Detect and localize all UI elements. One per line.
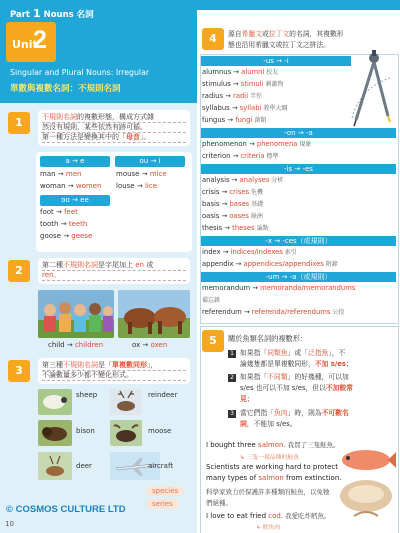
tag-series: series bbox=[146, 499, 179, 509]
page-number: 10 bbox=[5, 520, 14, 528]
unit-badge: Unit 2 bbox=[6, 22, 56, 62]
row-radius: radius → radii 半徑 bbox=[202, 92, 263, 100]
row-referendum: referendum → referenda/referendums 公投 bbox=[202, 308, 345, 316]
oxen-photo bbox=[118, 290, 190, 338]
rule-ou-i: ou → i bbox=[115, 156, 185, 167]
point3-line2: 詞，不能加 s/es。 bbox=[240, 420, 297, 428]
unit-header bbox=[0, 0, 197, 103]
caption-children: child → children bbox=[48, 341, 104, 349]
part-label: Part 1 Nouns 名詞 bbox=[10, 7, 94, 20]
example-2-zh1: 科學家致力於保護許多種類的鮭魚，以免牠 bbox=[206, 488, 330, 496]
section-number-4: 4 bbox=[202, 28, 224, 50]
group-is-es-header: -is → -es bbox=[201, 164, 396, 174]
word-goose: goose → geese bbox=[40, 232, 93, 240]
example-2-zh2: 們絕種。 bbox=[206, 499, 232, 507]
fish-illustration bbox=[336, 436, 396, 528]
point1-line2: 論幾隻都是單複數同形，不加 s/es； bbox=[240, 360, 353, 368]
point1-line1: 如果指「同類魚」或「泛指魚」，不 bbox=[240, 349, 346, 357]
group-um-a-header: -um → -a（或規則） bbox=[201, 272, 396, 282]
title-english: Singular and Plural Nouns: Irregular bbox=[10, 68, 150, 77]
row-appendix: appendix → appendices/appendixes 附錄 bbox=[202, 260, 338, 268]
row-alumnus: alumnus → alumni 校友 bbox=[202, 68, 279, 76]
label-sheep: sheep bbox=[76, 391, 98, 399]
group-on-a-header: -on → -a bbox=[201, 128, 396, 138]
section-number-2: 2 bbox=[8, 260, 30, 282]
word-tooth: tooth → teeth bbox=[40, 220, 88, 228]
rule-a-e: a → e bbox=[40, 156, 110, 167]
section4-line2: 態也沿用希臘文或拉丁文之拼法。 bbox=[228, 41, 330, 49]
row-basis: basis → bases 基礎 bbox=[202, 200, 264, 208]
section-number-3: 3 bbox=[8, 360, 30, 382]
row-memorandum-zh: 備忘錄 bbox=[202, 297, 221, 304]
deer-photo bbox=[38, 452, 72, 480]
title-chinese: 單數與複數名詞：不規則名詞 bbox=[10, 84, 121, 94]
label-bison: bison bbox=[76, 427, 95, 435]
row-crisis: crisis → crises 危機 bbox=[202, 188, 264, 196]
rule-oo-ee: oo → ee bbox=[40, 195, 110, 206]
section1-intro: 不規則名詞的複數形態，構成方式雜 然沒有規則，某些依然有跡可循。 第一種方法是變換其中的「母音」。 bbox=[38, 110, 190, 146]
label-deer: deer bbox=[76, 462, 92, 470]
section-number-5: 5 bbox=[202, 330, 224, 352]
point2-line1: 如果指「不同類」的好幾種，可以加 bbox=[240, 373, 349, 381]
note-1: ↳ 三隻一樣品種的鮭魚 bbox=[240, 455, 299, 461]
point-2-badge: 2 bbox=[228, 374, 236, 382]
section4-line1: 源自希臘文或拉丁文的名詞，其複數形 bbox=[228, 30, 344, 38]
row-analysis: analysis → analyses 分析 bbox=[202, 176, 284, 184]
label-reindeer: reindeer bbox=[148, 391, 178, 399]
children-photo bbox=[38, 290, 114, 338]
row-oasis: oasis → oases 綠洲 bbox=[202, 212, 263, 220]
point2-line2: s/es 也可以不加 s/es，但以不加較常 bbox=[240, 384, 353, 392]
point2-line3: 見； bbox=[240, 395, 254, 403]
row-memorandum: memorandum → memoranda/memorandums bbox=[202, 284, 356, 292]
example-3: I love to eat fried cod. 我愛吃炸鱈魚。 bbox=[206, 512, 331, 520]
sheep-photo bbox=[38, 389, 72, 415]
section-number-1: 1 bbox=[8, 112, 30, 134]
tag-species: species bbox=[146, 486, 184, 496]
example-2-line2: many types of salmon from extinction. bbox=[206, 474, 342, 482]
label-aircraft: aircraft bbox=[148, 462, 174, 470]
word-louse: louse → lice bbox=[116, 182, 157, 190]
example-2-line1: Scientists are working hard to protect bbox=[206, 463, 338, 471]
word-woman: woman → women bbox=[40, 182, 102, 190]
copyright: © COSMOS CULTURE LTD bbox=[6, 504, 126, 515]
example-1: I bought three salmon. 我買了三隻鮭魚。 bbox=[206, 441, 340, 449]
point3-line1: 當它們指「魚肉」時，則為不可數名 bbox=[240, 409, 349, 417]
group-x-ces-header: -x → -ces（或規則） bbox=[201, 236, 396, 246]
compass-illustration bbox=[340, 48, 396, 128]
word-man: man → men bbox=[40, 170, 82, 178]
word-mouse: mouse → mice bbox=[116, 170, 167, 178]
row-fungus: fungus → fungi 菌類 bbox=[202, 116, 267, 124]
row-index: index → indices/indexes 索引 bbox=[202, 248, 297, 256]
row-syllabus: syllabus → syllabi 教學大綱 bbox=[202, 104, 288, 112]
label-moose: moose bbox=[148, 427, 172, 435]
row-criterion: criterion → criteria 標準 bbox=[202, 152, 279, 160]
section5-title: 關於魚類名詞的複數形： bbox=[228, 334, 308, 343]
group-us-i-header: -us → -i bbox=[201, 56, 351, 66]
point-1-badge: 1 bbox=[228, 350, 236, 358]
reindeer-photo bbox=[110, 389, 142, 415]
bison-photo bbox=[38, 420, 72, 446]
word-foot: foot → feet bbox=[40, 208, 78, 216]
right-top-bar bbox=[197, 0, 400, 10]
moose-photo bbox=[110, 420, 142, 446]
row-phenomenon: phenomenon → phenomena 現象 bbox=[202, 140, 312, 148]
section3-intro: 第三種不規則名詞是「單複數同形」， 不論數量多少都不變化形式。 bbox=[38, 358, 190, 384]
point-3-badge: 3 bbox=[228, 410, 236, 418]
row-stimulus: stimulus → stimuli 刺激物 bbox=[202, 80, 284, 88]
caption-oxen: ox → oxen bbox=[132, 341, 168, 349]
note-3: ↳ 鱈魚肉 bbox=[256, 525, 281, 531]
section2-intro: 第二種不規則名詞是字尾加上 en 或 ren。 bbox=[38, 258, 190, 284]
row-thesis: thesis → theses 論點 bbox=[202, 224, 269, 232]
